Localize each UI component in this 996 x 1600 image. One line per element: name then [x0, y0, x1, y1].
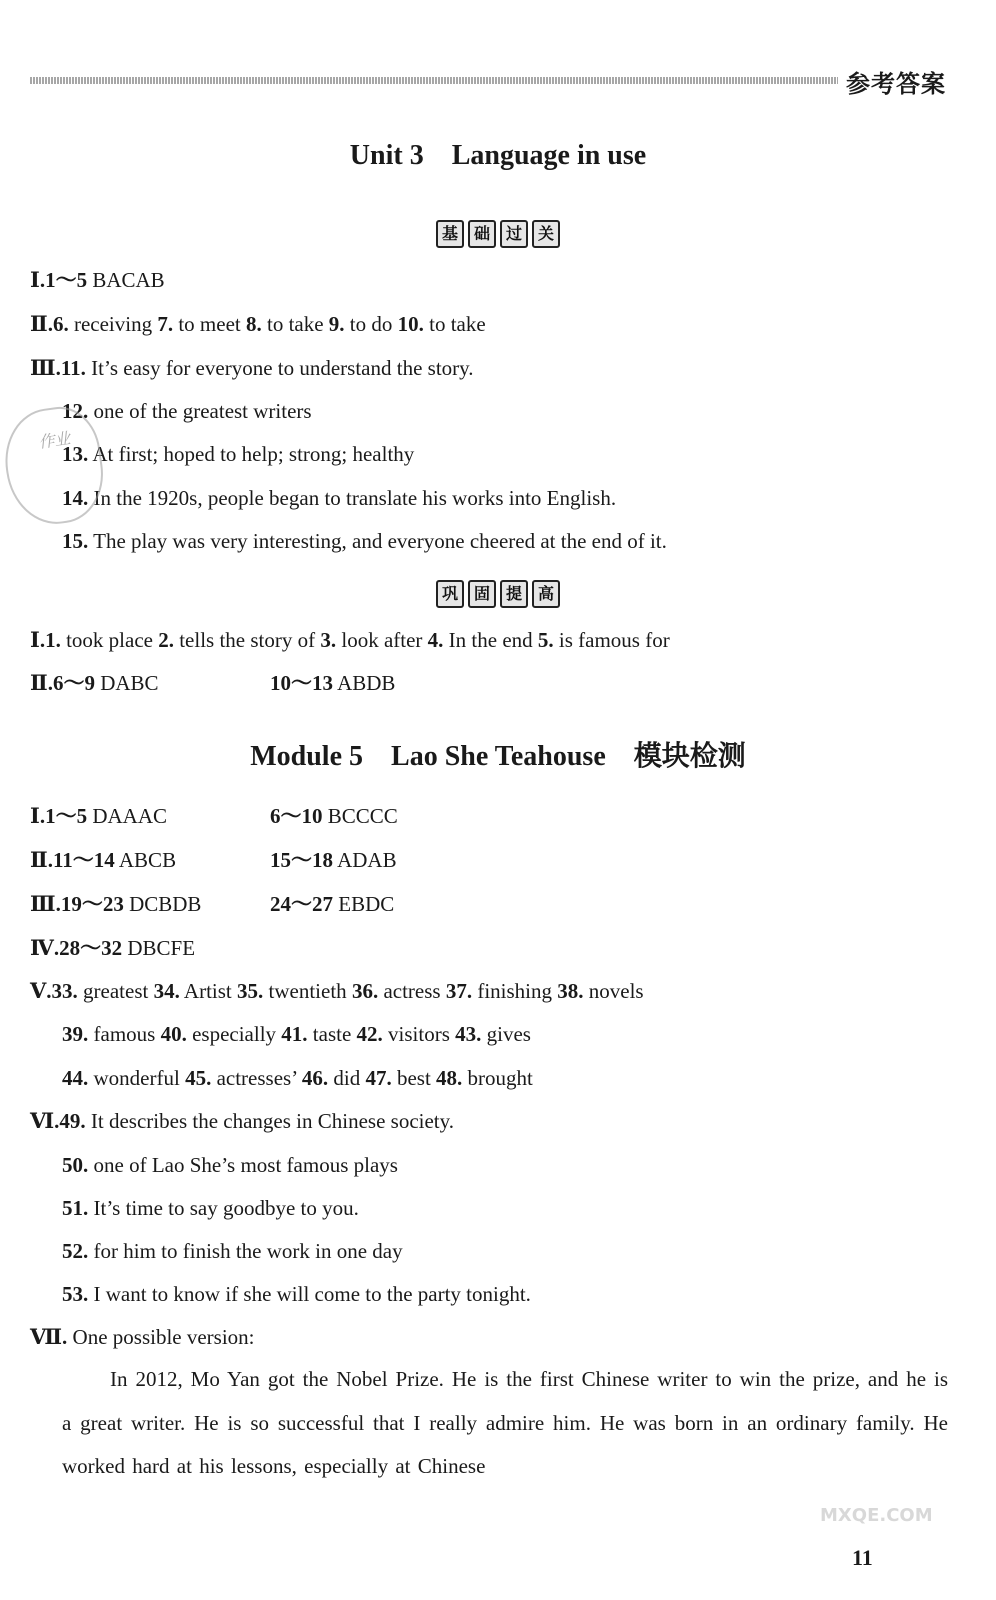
section-banner-consolidate [0, 580, 996, 608]
answer-line: Ⅱ.11～14 ABCB 15～18 ADAB [30, 848, 397, 872]
banner-char: 关 [532, 220, 560, 248]
answer-line: 50. one of Lao She’s most famous plays [62, 1153, 398, 1177]
answer-line: 51. It’s time to say goodbye to you. [62, 1196, 359, 1220]
answer-line: Ⅰ.1. took place 2. tells the story of 3. look after 4. In the end 5. is famous for [30, 628, 670, 652]
answer-line: 39. famous 40. especially 41. taste 42. visitors 43. gives [62, 1022, 531, 1046]
answer-line: Ⅵ.49. It describes the changes in Chinese society. [30, 1109, 455, 1133]
section-banner-basic [0, 220, 996, 248]
unit-title: Unit 3 Language in use [349, 140, 647, 171]
watermark-text: MXQE.COM [820, 1505, 933, 1526]
answer-line: 14. In the 1920s, people began to translate his works into English. [62, 486, 617, 510]
banner-char: 过 [500, 220, 528, 248]
page-number: 11 [852, 1545, 873, 1570]
header-rule [30, 77, 838, 84]
header-label: 参考答案 [846, 70, 946, 98]
answer-line: Ⅳ.28～32 DBCFE [30, 936, 196, 960]
answer-line: 15. The play was very interesting, and everyone cheered at the end of it. [62, 529, 667, 553]
answer-line: Ⅴ.33. greatest 34. Artist 35. twentieth 36. actress 37. finishing 38. novels [30, 979, 644, 1003]
answer-line: 13. At first; hoped to help; strong; healthy [62, 442, 415, 466]
answer-line: 44. wonderful 45. actresses’ 46. did 47. best 48. brought [62, 1066, 533, 1090]
answer-line: Ⅶ. One possible version: [30, 1325, 255, 1349]
answer-line: Ⅲ.11. It’s easy for everyone to understand the story. [30, 356, 474, 380]
banner-char: 巩 [436, 580, 464, 608]
stamp-label: 作业 [37, 428, 72, 452]
banner-char: 高 [532, 580, 560, 608]
answer-line: 53. I want to know if she will come to the party tonight. [62, 1282, 531, 1306]
banner-char: 提 [500, 580, 528, 608]
essay-paragraph: In 2012, Mo Yan got the Nobel Prize. He is the first Chinese writer to win the prize, and he is a great writer. He is so successful that I really admire him. He was born in an ordinary family. He worked hard at his lessons, especially at Chinese [62, 1367, 948, 1478]
answer-line: Ⅰ.1～5 DAAAC 6～10 BCCCC [30, 804, 398, 828]
answer-line: Ⅲ.19～23 DCBDB 24～27 EBDC [30, 892, 395, 916]
answer-line: Ⅱ.6. receiving 7. to meet 8. to take 9. to do 10. to take [30, 312, 486, 336]
answer-line: 12. one of the greatest writers [62, 399, 312, 423]
banner-char: 基 [436, 220, 464, 248]
answer-line: 52. for him to finish the work in one day [62, 1239, 403, 1263]
answer-line: Ⅰ.1～5 BACAB [30, 268, 165, 292]
answer-line: Ⅱ.6～9 DABC 10～13 ABDB [30, 671, 396, 695]
banner-char: 础 [468, 220, 496, 248]
banner-char: 固 [468, 580, 496, 608]
module-title: Module 5 Lao She Teahouse 模块检测 [250, 741, 746, 772]
